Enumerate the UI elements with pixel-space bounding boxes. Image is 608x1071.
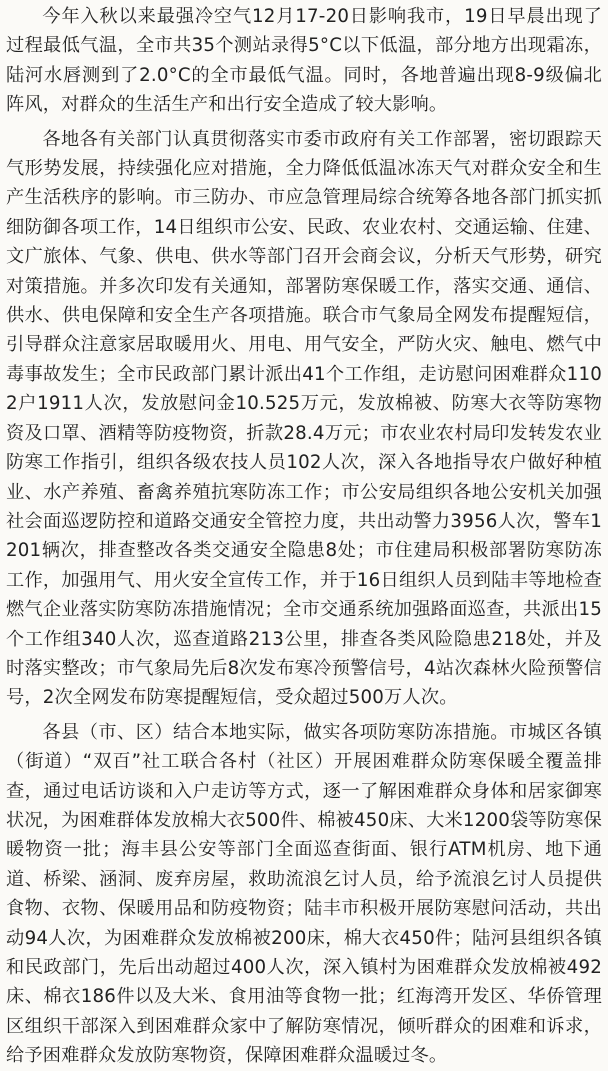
paragraph-cold-wave-overview: 今年入秋以来最强冷空气12月17-20日影响我市，19日早晨出现了过程最低气温，全市共35个测站录得5°C以下低温，部分地方出现霜冻，陆河水唇测到了2.0°C的全市最低气温。同时，各地普遍出现8-9级偏北阵风，对群众的生活生产和出行安全造成了较大影响。 (6, 6, 602, 116)
paragraph-department-measures: 各地各有关部门认真贯彻落实市委市政府有关工作部署，密切跟踪天气形势发展，持续强化应对措施，全力降低低温冰冻天气对群众安全和生产生活秩序的影响。市三防办、市应急管理局综合统筹各地各部门抓实抓细防御各项工作，14日组织市公安、民政、农业农村、交通运输、住建、文广旅体、气象、供电、供水等部门召开会商会议，分析天气形势，研究对策措施。并多次印发有关通知，部署防寒保暖工作，落实交通、通信、供水、供电保障和安全生产各项措施。联合市气象局全网发布提醒短信，引导群众注意家居取暖用火、用电、用气安全，严防火灾、触电、燃气中毒事故发生；全市民政部门累计派出41个工作组，走访慰问困难群众1102户1911人次，发放慰问金10.525万元，发放棉被、防寒大衣等防寒物资及口罩、酒精等防疫物资，折款28.4万元；市农业农村局印发转发农业防寒工作指引，组织各级农技人员102人次，深入各地指导农户做好种植业、水产养殖、畜禽养殖抗寒防冻工作；市公安局组织各地公安机关加强社会面巡逻防控和道路交通安全管控力度，共出动警力3956人次，警车1201辆次，排查整改各类交通安全隐患8处；市住建局积极部署防寒防冻工作，加强用气、用火安全宣传工作，并于16日组织人员到陆丰等地检查燃气企业落实防寒防冻措施情况；全市交通系统加强路面巡查，共派出15个工作组340人次，巡查道路213公里，排查各类风险隐患218处，并及时落实整改；市气象局先后8次发布寒冷预警信号，4站次森林火险预警信号，2次全网发布防寒提醒短信，受众超过500万人次。 (6, 128, 602, 709)
paragraph-county-measures: 各县（市、区）结合本地实际，做实各项防寒防冻措施。市城区各镇（街道）“双百”社工联合各村（社区）开展困难群众防寒保暖全覆盖排查，通过电话访谈和入户走访等方式，逐一了解困难群众身体和居家御寒状况，为困难群体发放棉大衣500件、棉被450床、大米1200袋等防寒保暖物资一批；海丰县公安等部门全面巡查街面、银行ATM机房、地下通道、桥梁、涵洞、废弃房屋，救助流浪乞讨人员，给予流浪乞讨人员提供食物、衣物、保暖用品和防疫物资；陆丰市积极开展防寒慰问活动，共出动94人次，为困难群众发放棉被200床，棉大衣450件；陆河县组织各镇和民政部门，先后出动超过400人次，深入镇村为困难群众发放棉被492床、棉衣186件以及大米、食用油等食物一批；红海湾开发区、华侨管理区组织干部深入到困难群众家中了解防寒情况，倾听群众的困难和诉求，给予困难群众发放防寒物资，保障困难群众温暖过冬。 (6, 721, 602, 1067)
